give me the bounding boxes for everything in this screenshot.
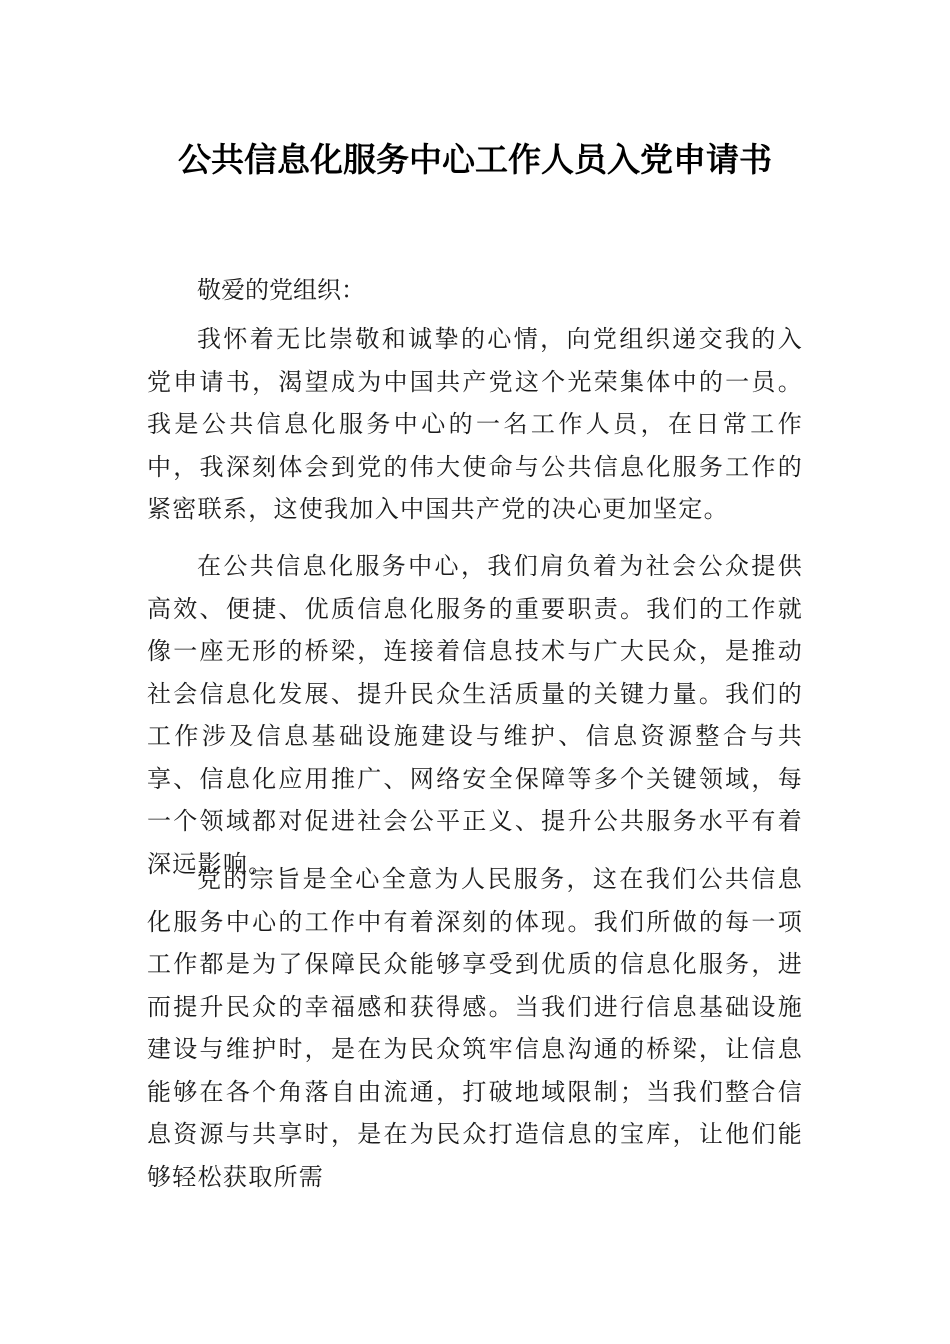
paragraph-1: 我怀着无比崇敬和诚挚的心情，向党组织递交我的入党申请书，渴望成为中国共产党这个光荣集体中的一员。我是公共信息化服务中心的一名工作人员，在日常工作中，我深刻体会到党的伟大使命与公共信息化服务工作的紧密联系，这使我加入中国共产党的决心更加坚定。 [147, 325, 803, 523]
salutation: 敬爱的党组织： [197, 276, 365, 304]
document-title: 公共信息化服务中心工作人员入党申请书 [178, 140, 772, 179]
paragraph-3: 党的宗旨是全心全意为人民服务，这在我们公共信息化服务中心的工作中有着深刻的体现。我们所做的每一项工作都是为了保障民众能够享受到优质的信息化服务，进而提升民众的幸福感和获得感。当我们进行信息基础设施建设与维护时，是在为民众筑牢信息沟通的桥梁，让信息能够在各个角落自由流通，打破地域限制；当我们整合信息资源与共享时，是在为民众打造信息的宝库，让他们能够轻松获取所需 [147, 865, 803, 1191]
paragraph-2: 在公共信息化服务中心，我们肩负着为社会公众提供高效、便捷、优质信息化服务的重要职责。我们的工作就像一座无形的桥梁，连接着信息技术与广大民众，是推动社会信息化发展、提升民众生活质量的关键力量。我们的工作涉及信息基础设施建设与维护、信息资源整合与共享、信息化应用推广、网络安全保障等多个关键领域，每一个领域都对促进社会公平正义、提升公共服务水平有着深远影响。 [147, 552, 803, 878]
